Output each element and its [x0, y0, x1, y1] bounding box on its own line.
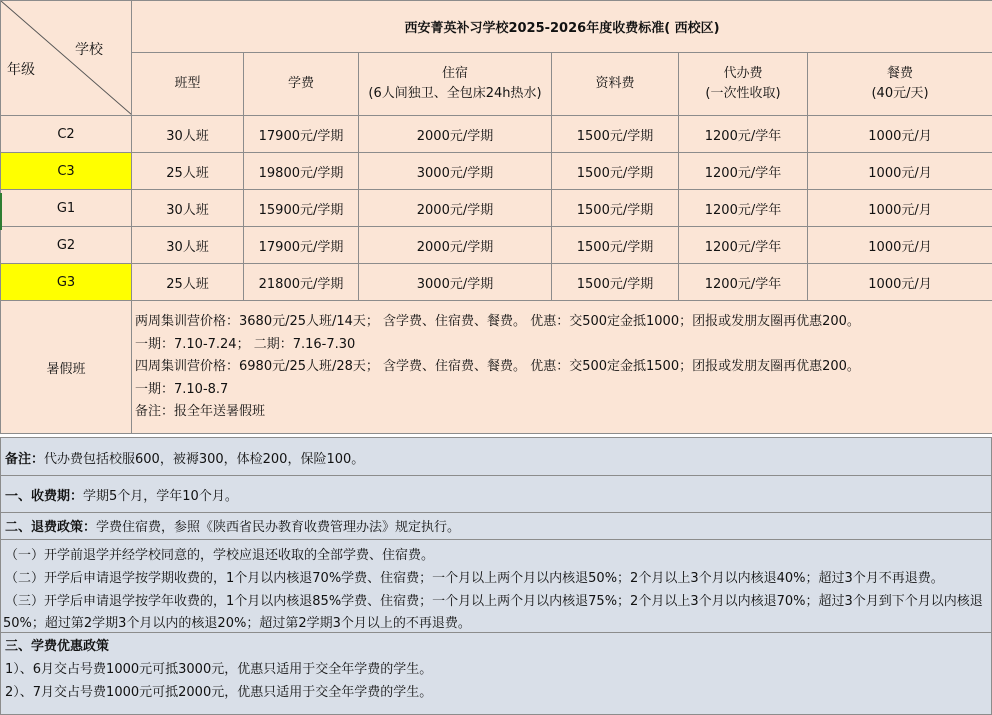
- agency-cell: 1200元/学年: [679, 227, 808, 264]
- lodging-cell: 3000元/学期: [359, 153, 552, 190]
- summer-line: 一期：7.10-7.24； 二期：7.16-7.30: [135, 334, 992, 357]
- refund-text: 学费住宿费，参照《陕西省民办教育收费管理办法》规定执行。: [96, 520, 460, 535]
- refund-label: 二、退费政策：: [5, 520, 96, 535]
- column-header-label: 餐费: [887, 66, 913, 81]
- divider: [1, 632, 991, 633]
- summer-line: 备注：报全年送暑假班: [135, 401, 992, 424]
- summer-line: 四周集训营价格：6980元/25人班/28天； 含学费、住宿费、餐费。 优惠：交500定金抵1500；团报或发朋友圈再优惠200。: [135, 356, 992, 379]
- lodging-cell: 2000元/学期: [359, 227, 552, 264]
- summer-details: [132, 301, 992, 434]
- column-header: [132, 53, 244, 116]
- tuition-cell: 21800元/学期: [244, 264, 359, 301]
- tuition-cell: 19800元/学期: [244, 153, 359, 190]
- materials-cell: 1500元/学期: [552, 264, 679, 301]
- column-header: [552, 53, 679, 116]
- meals-cell: 1000元/月: [808, 190, 992, 227]
- remark-line: [5, 448, 364, 467]
- column-header-sublabel: (一次性收取): [679, 84, 807, 104]
- divider: [1, 475, 991, 476]
- meals-cell: 1000元/月: [808, 153, 992, 190]
- column-header: [808, 53, 992, 116]
- table-row: [1, 153, 992, 190]
- period-line: [5, 485, 238, 504]
- table-row: [1, 116, 992, 153]
- class-type-cell: 25人班: [132, 153, 244, 190]
- summer-line: 一期：7.10-8.7: [135, 379, 992, 402]
- agency-cell: 1200元/学年: [679, 153, 808, 190]
- materials-cell: 1500元/学期: [552, 190, 679, 227]
- meals-cell: 1000元/月: [808, 116, 992, 153]
- refund-item: 50%；超过第2学期3个月以内的核退20%；超过第2学期3个月以上的不再退费。: [3, 612, 471, 631]
- refund-item: （一）开学前退学并经学校同意的，学校应退还收取的全部学费、住宿费。: [5, 544, 434, 563]
- summer-label: 暑假班: [1, 301, 132, 434]
- class-type-cell: 30人班: [132, 227, 244, 264]
- diagonal-divider: [1, 1, 132, 115]
- grade-cell: C2: [1, 116, 132, 153]
- table-row: [1, 264, 992, 301]
- grade-cell: G3: [1, 264, 132, 301]
- class-type-cell: 30人班: [132, 190, 244, 227]
- divider: [1, 539, 991, 540]
- discount-item: 1）、6月交占号费1000元可抵3000元，优惠只适用于交全年学费的学生。: [5, 658, 432, 677]
- notes-section: [0, 437, 992, 715]
- column-header-label: 学费: [288, 76, 314, 91]
- column-header: [244, 53, 359, 116]
- grade-cell: C3: [1, 153, 132, 190]
- corner-grade-label: 年级: [7, 59, 35, 79]
- grade-cell: G1: [1, 190, 132, 227]
- remark-label: 备注：: [5, 452, 44, 467]
- period-text: 学期5个月，学年10个月。: [83, 489, 238, 504]
- column-header-label: 班型: [174, 76, 200, 91]
- divider: [1, 512, 991, 513]
- meals-cell: 1000元/月: [808, 227, 992, 264]
- corner-school-label: 学校: [75, 39, 103, 59]
- agency-cell: 1200元/学年: [679, 190, 808, 227]
- refund-line: [5, 516, 460, 535]
- materials-cell: 1500元/学期: [552, 153, 679, 190]
- column-header-label: 代办费: [723, 66, 762, 81]
- column-header: [359, 53, 552, 116]
- discount-title: 三、学费优惠政策: [5, 635, 109, 654]
- summer-line: 两周集训营价格：3680元/25人班/14天； 含学费、住宿费、餐费。 优惠：交500定金抵1000；团报或发朋友圈再优惠200。: [135, 311, 992, 334]
- column-header-sublabel: (40元/天): [808, 84, 992, 104]
- corner-header-cell: [1, 1, 132, 116]
- column-header: [679, 53, 808, 116]
- page-title: 西安菁英补习学校2025-2026年度收费标准( 西校区): [132, 1, 992, 53]
- table-row: [1, 227, 992, 264]
- tuition-cell: 17900元/学期: [244, 227, 359, 264]
- column-header-sublabel: (6人间独卫、全包床24h热水): [359, 84, 551, 104]
- table-row: [1, 190, 992, 227]
- tuition-cell: 15900元/学期: [244, 190, 359, 227]
- grade-cell: G2: [1, 227, 132, 264]
- tuition-cell: 17900元/学期: [244, 116, 359, 153]
- class-type-cell: 30人班: [132, 116, 244, 153]
- agency-cell: 1200元/学年: [679, 116, 808, 153]
- summer-row: [1, 301, 992, 434]
- materials-cell: 1500元/学期: [552, 116, 679, 153]
- meals-cell: 1000元/月: [808, 264, 992, 301]
- materials-cell: 1500元/学期: [552, 227, 679, 264]
- lodging-cell: 2000元/学期: [359, 116, 552, 153]
- refund-item: （二）开学后申请退学按学期收费的，1个月以内核退70%学费、住宿费；一个月以上两个月以内核退50%；2个月以上3个月以内核退40%；超过3个月不再退费。: [5, 567, 944, 586]
- class-type-cell: 25人班: [132, 264, 244, 301]
- discount-item: 2）、7月交占号费1000元可抵2000元，优惠只适用于交全年学费的学生。: [5, 681, 432, 700]
- lodging-cell: 2000元/学期: [359, 190, 552, 227]
- agency-cell: 1200元/学年: [679, 264, 808, 301]
- refund-item: （三）开学后申请退学按学年收费的，1个月以内核退85%学费、住宿费；一个月以上两个月以内核退75%；2个月以上3个月以内核退70%；超过3个月到下个月以内核退: [5, 590, 983, 609]
- lodging-cell: 3000元/学期: [359, 264, 552, 301]
- column-header-label: 住宿: [442, 66, 468, 81]
- period-label: 一、收费期：: [5, 489, 83, 504]
- remark-text: 代办费包括校服600，被褥300，体检200，保险100。: [44, 452, 364, 467]
- column-header-label: 资料费: [595, 76, 634, 91]
- row-selection-marker: [0, 193, 2, 230]
